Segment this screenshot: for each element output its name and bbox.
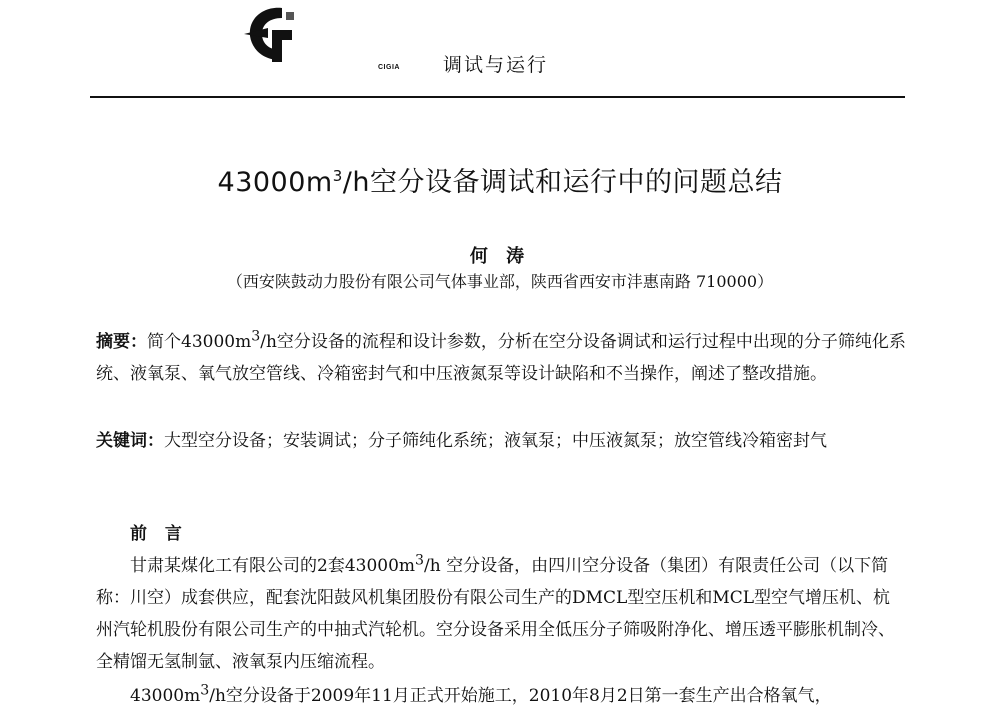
paper-title: $43000m^3/h$空分设备调试和运行中的问题总结 <box>217 167 783 198</box>
cigia-logo-icon <box>242 4 304 64</box>
abstract-label: 摘要： <box>96 332 147 352</box>
logo-text: CIGIA <box>378 64 400 71</box>
affiliation: （西安陕鼓动力股份有限公司气体事业部，陕西省西安市沣惠南路 710000） <box>226 272 774 291</box>
intro-paragraph-2: $43000m^3/h$空分设备于2009年11月正式开始施工，2010年8月2日第一套生产出合格氧气， <box>130 682 832 706</box>
keywords: 关键词：大型空分设备；安装调试；分子筛纯化系统；液氧泵；中压液氮泵；放空管线冷箱密封气 <box>96 431 827 451</box>
intro-heading: 前 言 <box>130 524 188 544</box>
abstract: 摘要：简个$43000m^3/h$空分设备的流程和设计参数，分析在空分设备调试和运行过程中出现的分子筛纯化系统、液氧泵、氧气放空管线、冷箱密封气和中压液氮泵等设计缺陷和不当操作，阐述了整改措施。 <box>96 328 906 384</box>
intro-paragraph-1: 甘肃某煤化工有限公司的2套$43000m^3/h$ 空分设备，由四川空分设备（集团）有限责任公司（以下简称：川空）成套供应，配套沈阳鼓风机集团股份有限公司生产的DMCL型空压机和MCL型空气增压机、杭州汽轮机股份有限公司生产的中抽式汽轮机。空分设备采用全低压分子筛吸附净化、增压透平膨胀机制冷、全精馏无氢制氩、液氧泵内压缩流程。 <box>96 552 895 672</box>
section-title: 调试与运行 <box>443 54 549 76</box>
header-divider <box>90 96 905 98</box>
author: 何 涛 <box>469 246 531 267</box>
keywords-label: 关键词： <box>96 431 164 451</box>
